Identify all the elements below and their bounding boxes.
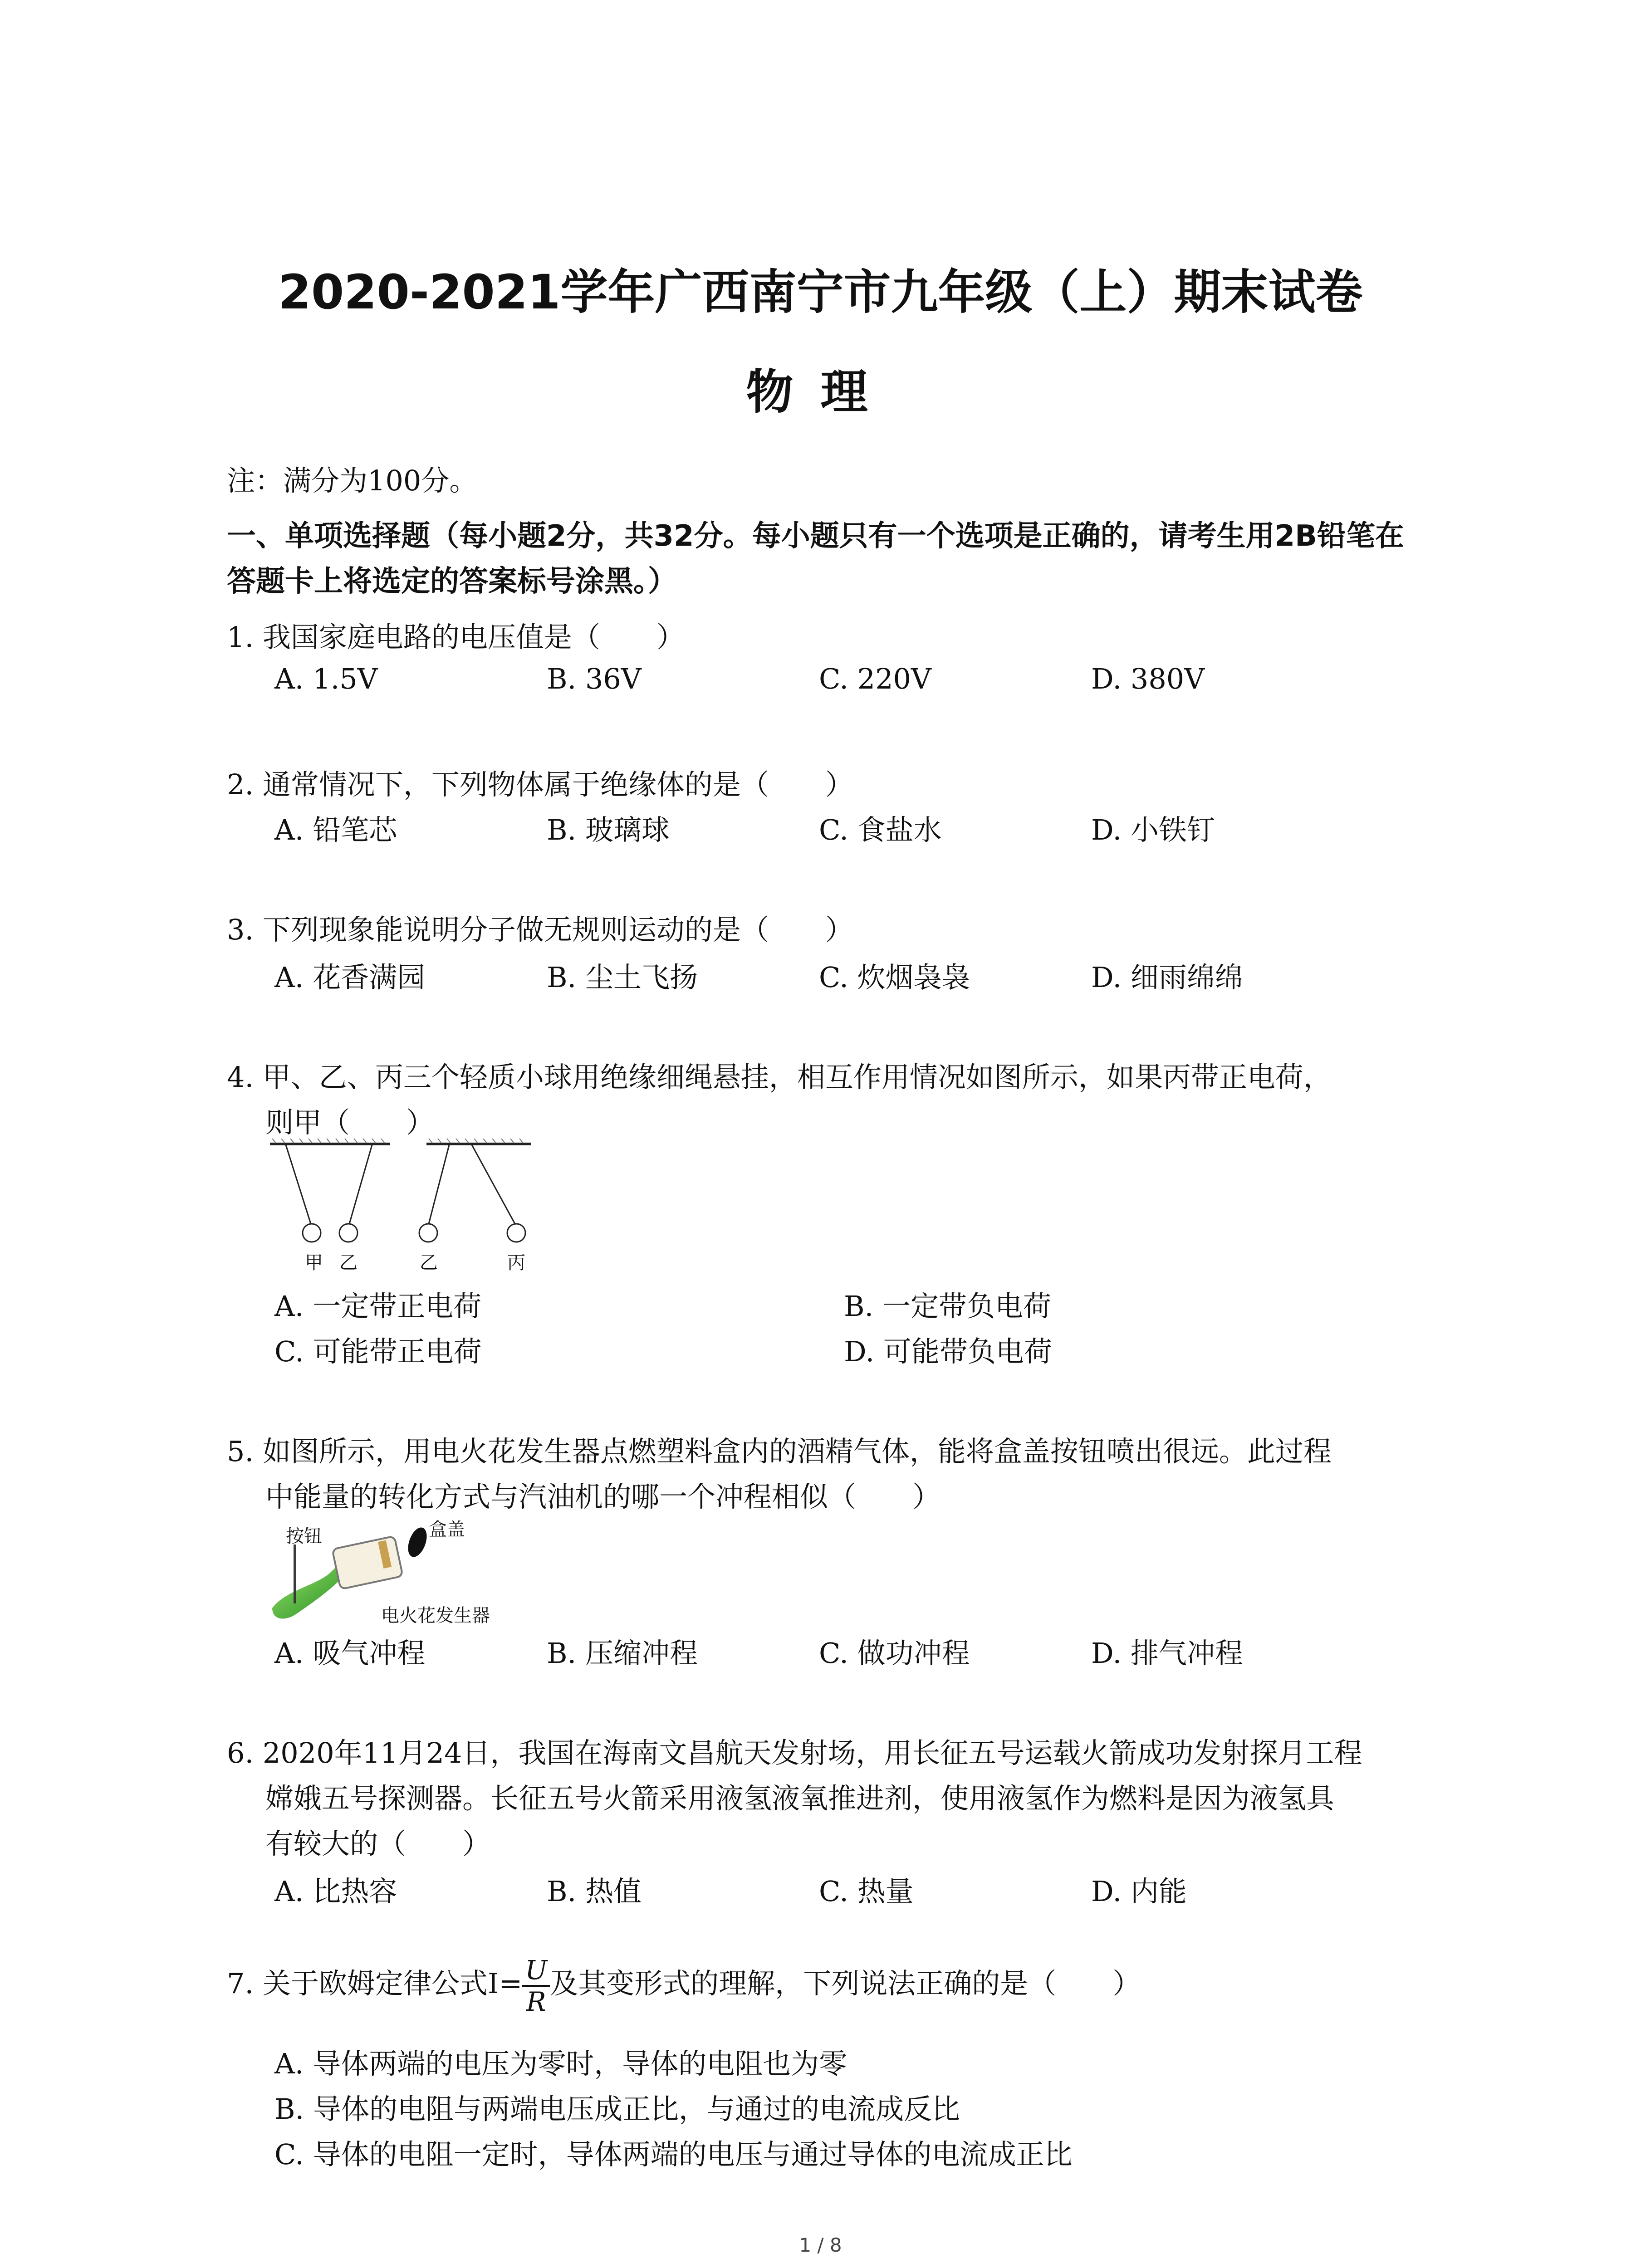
- q5-option-d: D. 排气冲程: [1091, 1637, 1243, 1670]
- q4-label-jia: 甲: [305, 1252, 323, 1273]
- q4-stem-line1: 4. 甲、乙、丙三个轻质小球用绝缘细绳悬挂，相互作用情况如图所示，如果丙带正电荷，: [227, 1061, 1332, 1094]
- q5-label-button: 按钮: [286, 1526, 322, 1547]
- q7-stem-pre: 7. 关于欧姆定律公式I=: [227, 1967, 523, 2000]
- q3-stem: 3. 下列现象能说明分子做无规则运动的是（ ）: [227, 913, 853, 946]
- q4-label-yi-right: 乙: [420, 1252, 438, 1273]
- q1-option-b: B. 36V: [547, 662, 642, 695]
- q5-stem-line2: 中能量的转化方式与汽油机的哪一个冲程相似（ ）: [265, 1480, 941, 1513]
- q7-option-b: B. 导体的电阻与两端电压成正比，与通过的电流成反比: [274, 2092, 960, 2126]
- q6-option-b: B. 热值: [547, 1875, 642, 1908]
- q5-option-c: C. 做功冲程: [819, 1637, 970, 1670]
- subject-heading: 物理: [746, 364, 895, 420]
- q1-option-a: A. 1.5V: [274, 662, 378, 695]
- q7-option-a: A. 导体两端的电压为零时，导体的电阻也为零: [274, 2047, 847, 2080]
- q6-option-c: C. 热量: [819, 1875, 914, 1908]
- q1-stem: 1. 我国家庭电路的电压值是（ ）: [227, 621, 685, 654]
- q5-stem-line1: 5. 如图所示，用电火花发生器点燃塑料盒内的酒精气体，能将盒盖按钮喷出很远。此过程: [227, 1435, 1332, 1468]
- section-heading-line2: 答题卡上将选定的答案标号涂黑。）: [227, 565, 677, 598]
- fraction-denominator: R: [526, 1986, 546, 2017]
- q3-option-d: D. 细雨绵绵: [1091, 961, 1243, 994]
- q6-stem-line1: 6. 2020年11月24日，我国在海南文昌航天发射场，用长征五号运载火箭成功发射探月工程: [227, 1736, 1362, 1769]
- q1-option-d: D. 380V: [1091, 662, 1205, 695]
- q5-option-b: B. 压缩冲程: [547, 1637, 698, 1670]
- note: 注：满分为100分。: [227, 464, 478, 497]
- q4-option-b: B. 一定带负电荷: [844, 1290, 1051, 1323]
- fraction-numerator: U: [522, 1955, 550, 1987]
- q3-option-a: A. 花香满园: [274, 961, 426, 994]
- q6-option-d: D. 内能: [1091, 1875, 1187, 1908]
- page-title: 2020-2021学年广西南宁市九年级（上）期末试卷: [278, 264, 1363, 320]
- page-number: 1 / 8: [799, 2234, 842, 2256]
- q5-label-lid: 盒盖: [429, 1519, 465, 1540]
- q4-option-c: C. 可能带正电荷: [274, 1335, 482, 1368]
- q2-option-b: B. 玻璃球: [547, 813, 670, 846]
- q2-option-a: A. 铅笔芯: [274, 813, 397, 846]
- q4-option-d: D. 可能带负电荷: [844, 1335, 1052, 1368]
- q2-stem: 2. 通常情况下，下列物体属于绝缘体的是（ ）: [227, 768, 853, 801]
- q4-label-yi-left: 乙: [339, 1252, 358, 1273]
- q3-option-c: C. 炊烟袅袅: [819, 961, 970, 994]
- q6-option-a: A. 比热容: [274, 1875, 397, 1908]
- q7-stem-post: 及其变形式的理解，下列说法正确的是（ ）: [550, 1967, 1141, 2000]
- q3-option-b: B. 尘土飞扬: [547, 961, 698, 994]
- q5-label-generator: 电火花发生器: [381, 1605, 490, 1626]
- q4-stem-line2: 则甲（ ）: [265, 1106, 435, 1139]
- q7-option-c: C. 导体的电阻一定时，导体两端的电压与通过导体的电流成正比: [274, 2138, 1073, 2171]
- q5-option-a: A. 吸气冲程: [274, 1637, 426, 1670]
- q4-label-bing: 丙: [507, 1252, 525, 1273]
- q4-option-a: A. 一定带正电荷: [274, 1290, 482, 1323]
- q2-option-d: D. 小铁钉: [1091, 813, 1215, 846]
- q6-stem-line3: 有较大的（ ）: [265, 1827, 491, 1860]
- q6-stem-line2: 嫦娥五号探测器。长征五号火箭采用液氢液氧推进剂，使用液氢作为燃料是因为液氢具: [265, 1782, 1335, 1815]
- q1-option-c: C. 220V: [819, 662, 931, 695]
- ohm-law-fraction: [522, 1955, 550, 2017]
- q7-stem: [227, 1955, 1141, 2017]
- q2-option-c: C. 食盐水: [819, 813, 942, 846]
- section-heading-line1: 一、单项选择题（每小题2分，共32分。每小题只有一个选项是正确的，请考生用2B铅笔在: [227, 519, 1404, 553]
